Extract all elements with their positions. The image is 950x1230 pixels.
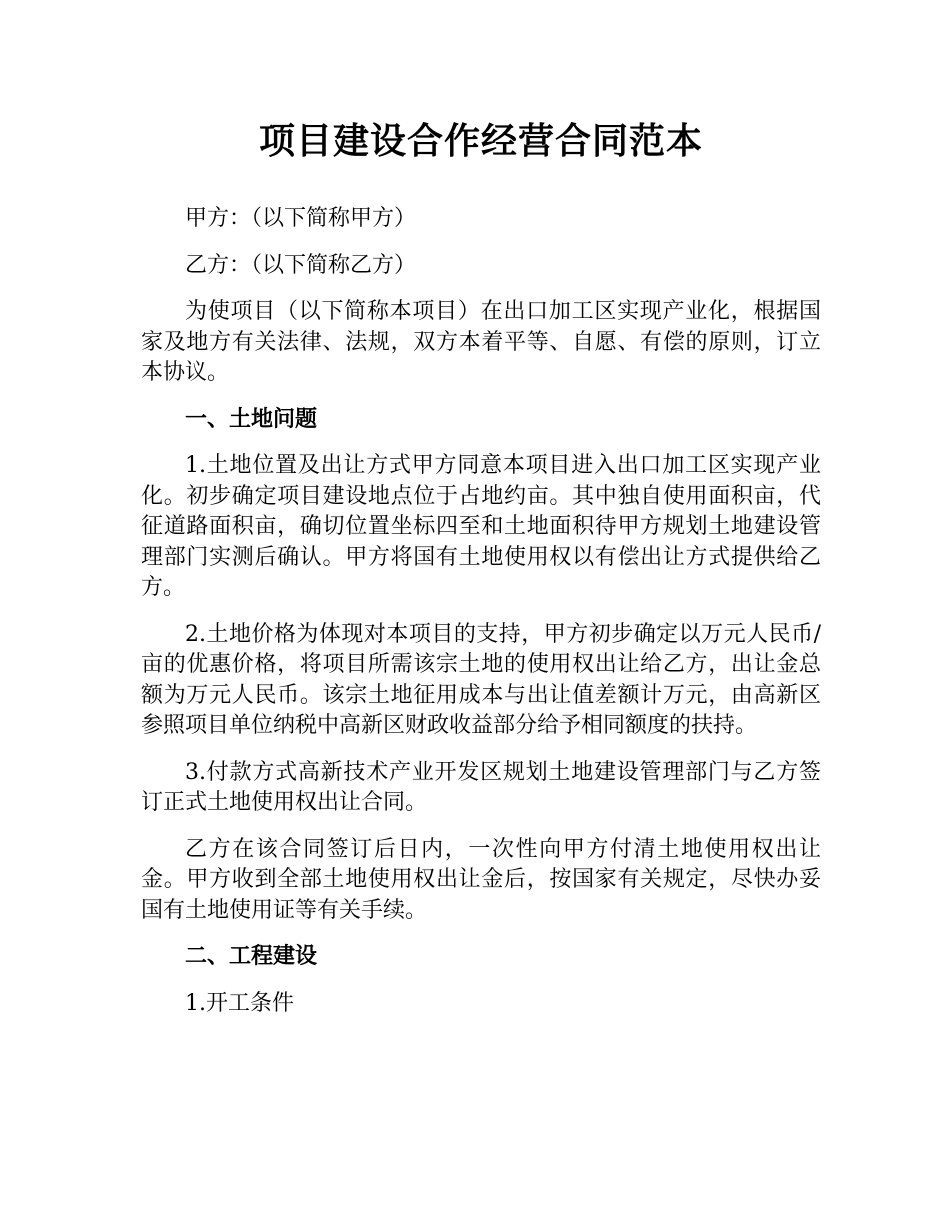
land-location-paragraph: 1.土地位置及出让方式甲方同意本项目进入出口加工区实现产业化。初步确定项目建设地点位于占地约亩。其中独自使用面积亩，代征道路面积亩，确切位置坐标四至和土地面积待甲方规划土地建设管理部门实测后确认。甲方将国有土地使用权以有偿出让方式提供给乙方。 bbox=[141, 453, 821, 600]
section-heading-land: 一、土地问题 bbox=[185, 406, 318, 432]
payment-deadline-paragraph: 乙方在该合同签订后日内，一次性向甲方付清土地使用权出让金。甲方收到全部土地使用权出让金后，按国家有关规定，尽快办妥国有土地使用证等有关手续。 bbox=[141, 836, 821, 923]
party-a-line: 甲方：（以下简称甲方） bbox=[185, 206, 417, 231]
intro-paragraph: 为使项目（以下简称本项目）在出口加工区实现产业化，根据国家及地方有关法律、法规，双方本着平等、自愿、有偿的原则，订立本协议。 bbox=[141, 299, 821, 385]
payment-method-paragraph: 3.付款方式高新技术产业开发区规划土地建设管理部门与乙方签订正式土地使用权出让合同。 bbox=[141, 759, 821, 815]
document-page bbox=[141, 112, 821, 1035]
document-title: 项目建设合作经营合同范本 bbox=[258, 121, 703, 162]
land-price-paragraph: 2.土地价格为体现对本项目的支持，甲方初步确定以万元人民币/亩的优惠价格，将项目所需该宗土地的使用权出让给乙方，出让金总额为万元人民币。该宗土地征用成本与出让值差额计万元，由高新区参照项目单位纳税中高新区财政收益部分给予相同额度的扶持。 bbox=[141, 621, 821, 738]
party-b-line: 乙方：（以下简称乙方） bbox=[185, 252, 417, 278]
section-heading-construction: 二、工程建设 bbox=[185, 944, 318, 969]
start-conditions-paragraph: 1.开工条件 bbox=[185, 990, 294, 1016]
